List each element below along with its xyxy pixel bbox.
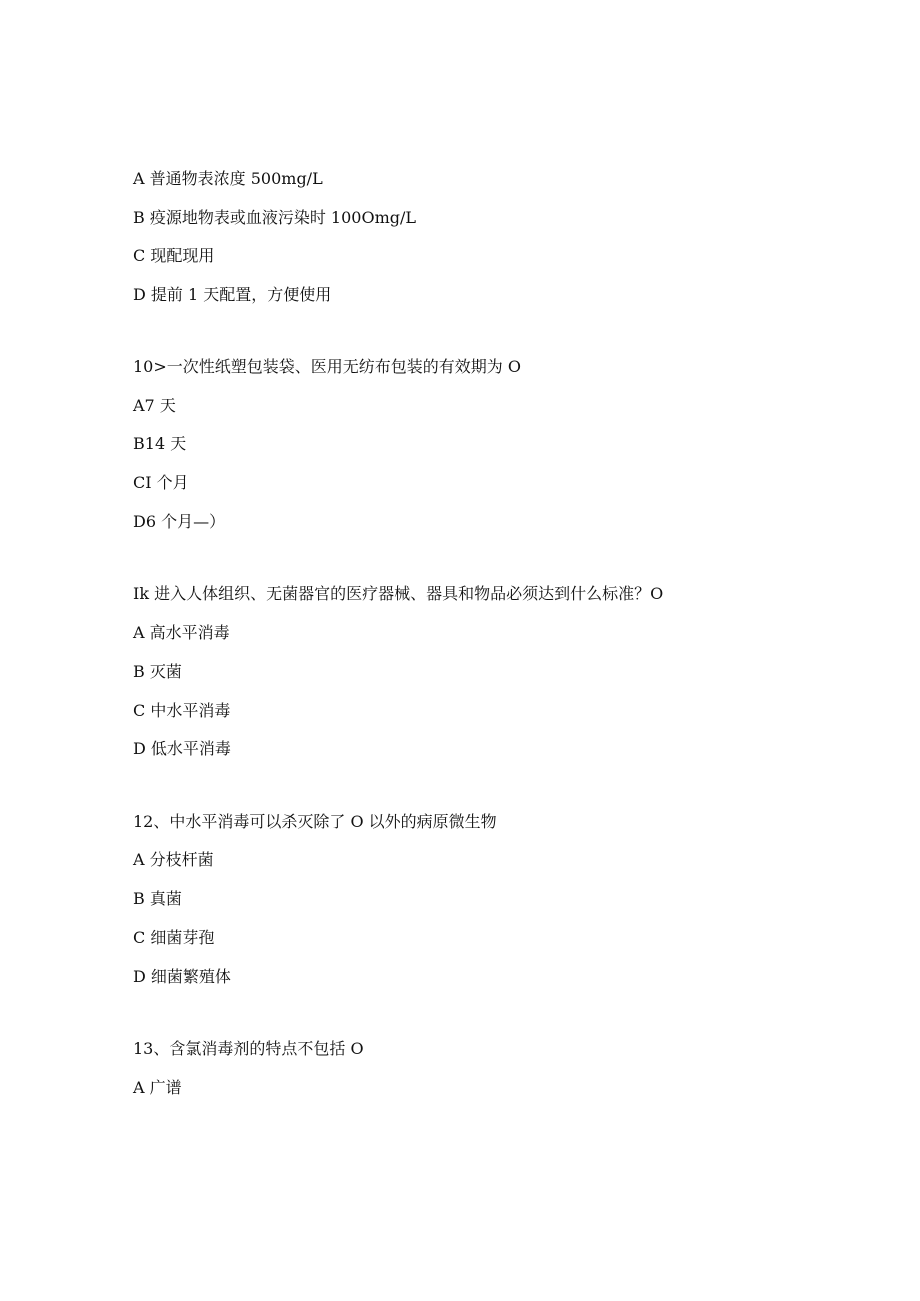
option-b-line: B 疫源地物表或血液污染时 100Omg/L <box>133 208 417 227</box>
option-c-line: C 现配现用 <box>133 246 215 265</box>
option-d-line: D 提前 1 天配置，方便使用 <box>133 285 332 304</box>
question-12: 12、中水平消毒可以杀灭除了 O 以外的病原微生物 <box>133 812 497 831</box>
q11-option-d: D 低水平消毒 <box>133 739 231 758</box>
q10-option-b: B14 天 <box>133 434 187 453</box>
q11-option-b: B 灭菌 <box>133 662 182 681</box>
q12-option-b: B 真菌 <box>133 889 182 908</box>
q11-option-c: C 中水平消毒 <box>133 701 231 720</box>
question-10: 10>一次性纸塑包装袋、医用无纺布包装的有效期为 O <box>133 357 521 376</box>
q12-option-a: A 分枝杆菌 <box>133 850 214 869</box>
question-13: 13、含氯消毒剂的特点不包括 O <box>133 1039 364 1058</box>
q10-option-c: CI 个月 <box>133 473 189 492</box>
q13-option-a: A 广谱 <box>133 1078 182 1097</box>
q10-option-d: D6 个月—） <box>133 512 226 531</box>
question-11: Ik 进入人体组织、无菌器官的医疗器械、器具和物品必须达到什么标准？O <box>133 584 664 603</box>
q12-option-d: D 细菌繁殖体 <box>133 967 231 986</box>
q12-option-c: C 细菌芽孢 <box>133 928 215 947</box>
option-a-line: A 普通物表浓度 500mg/L <box>133 169 323 188</box>
q10-option-a: A7 天 <box>133 396 176 415</box>
q11-option-a: A 高水平消毒 <box>133 623 230 642</box>
